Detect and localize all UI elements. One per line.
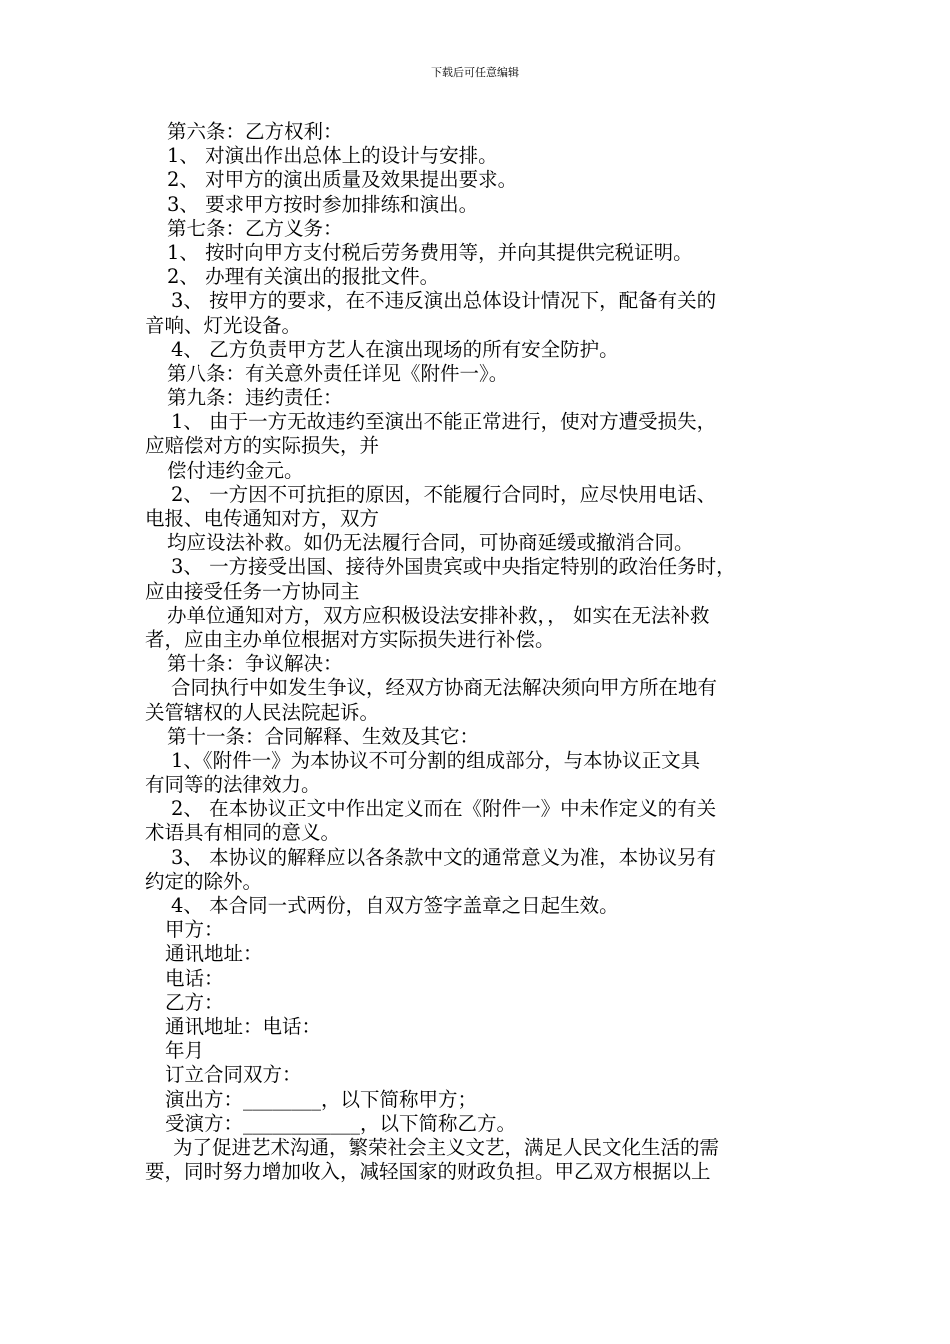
party-a-address: 通讯地址： — [165, 942, 263, 966]
article-9-item-1-cont: 应赔偿对方的实际损失，并 — [145, 434, 380, 458]
article-10-text: 合同执行中如发生争议，经双方协商无法解决须向甲方所在地有 — [171, 676, 718, 700]
article-11-item-1-cont: 有同等的法律效力。 — [145, 773, 321, 797]
party-b-label: 乙方： — [165, 990, 224, 1014]
article-10-heading: 第十条：争议解决： — [167, 652, 343, 676]
article-11-item-4: 4、 本合同一式两份，自双方签字盖章之日起生效。 — [171, 894, 619, 917]
article-6-item-3: 3、 要求甲方按时参加排练和演出。 — [167, 192, 479, 216]
preamble-text: 为了促进艺术沟通，繁荣社会主义文艺，满足人民文化生活的需 — [173, 1135, 720, 1159]
preamble-text-cont: 要，同时努力增加收入，减轻国家的财政负担。甲乙双方根据以上 — [145, 1160, 711, 1184]
article-6-item-1: 1、 对演出作出总体上的设计与安排。 — [167, 144, 498, 168]
performer-line: 演出方：________，以下简称甲方； — [165, 1087, 478, 1111]
article-9-item-2-cont2: 均应设法补救。如仍无法履行合同，可协商延缓或撤消合同。 — [167, 531, 694, 555]
article-7-item-1: 1、 按时向甲方支付税后劳务费用等，并向其提供完税证明。 — [167, 240, 693, 264]
page-header: 下载后可任意编辑 — [431, 66, 519, 79]
article-11-item-2: 2、 在本协议正文中作出定义而在《附件一》中未作定义的有关 — [171, 797, 717, 821]
article-7-heading: 第七条：乙方义务： — [167, 216, 343, 240]
article-9-item-3: 3、 一方接受出国、接待外国贵宾或中央指定特别的政治任务时， — [171, 555, 736, 579]
document-body — [145, 120, 825, 1184]
article-11-item-2-cont: 术语具有相同的意义。 — [145, 821, 341, 845]
article-9-item-2: 2、 一方因不可抗拒的原因，不能履行合同时，应尽快用电话、 — [171, 482, 717, 506]
party-a-phone: 电话： — [165, 966, 224, 990]
article-9-heading: 第九条：违约责任： — [167, 386, 343, 410]
article-9-item-3-cont: 应由接受任务一方协同主 — [145, 579, 360, 603]
article-7-item-3-cont: 音响、灯光设备。 — [145, 313, 302, 337]
article-9-item-1-cont2: 偿付违约金元。 — [167, 458, 304, 482]
article-10-text-cont: 关管辖权的人民法院起诉。 — [145, 700, 380, 724]
party-b-address-phone: 通讯地址：电话： — [165, 1014, 322, 1038]
article-7-item-4: 4、 乙方负责甲方艺人在演出现场的所有安全防护。 — [171, 337, 619, 361]
article-7-item-3: 3、 按甲方的要求，在不违反演出总体设计情况下，配备有关的 — [171, 289, 717, 313]
date-line: 年月 — [165, 1039, 205, 1063]
article-9-item-3-cont3: 者，应由主办单位根据对方实际损失进行补偿。 — [145, 627, 555, 651]
host-line: 受演方：____________，以下简称乙方。 — [165, 1111, 517, 1135]
article-9-item-2-cont: 电报、电传通知对方，双方 — [145, 507, 380, 530]
contract-parties-heading: 订立合同双方： — [165, 1063, 302, 1087]
article-6-item-2: 2、 对甲方的演出质量及效果提出要求。 — [167, 168, 518, 192]
article-11-item-3: 3、 本协议的解释应以各条款中文的通常意义为准，本协议另有 — [171, 845, 717, 869]
article-9-item-3-cont2: 办单位通知对方，双方应积极设法安排补救，， 如实在无法补救 — [167, 603, 710, 627]
article-6-heading: 第六条：乙方权利： — [167, 120, 343, 143]
article-11-heading: 第十一条：合同解释、生效及其它： — [167, 724, 480, 748]
article-11-item-1: 1、《附件一》为本协议不可分割的组成部分，与本协议正文具 — [171, 748, 701, 772]
article-11-item-3-cont: 约定的除外。 — [145, 869, 263, 893]
article-8-heading: 第八条：有关意外责任详见《附件一》。 — [167, 361, 509, 385]
article-7-item-2: 2、 办理有关演出的报批文件。 — [167, 265, 440, 289]
party-a-label: 甲方： — [165, 918, 224, 942]
article-9-item-1: 1、 由于一方无故违约至演出不能正常进行，使对方遭受损失， — [171, 410, 717, 434]
